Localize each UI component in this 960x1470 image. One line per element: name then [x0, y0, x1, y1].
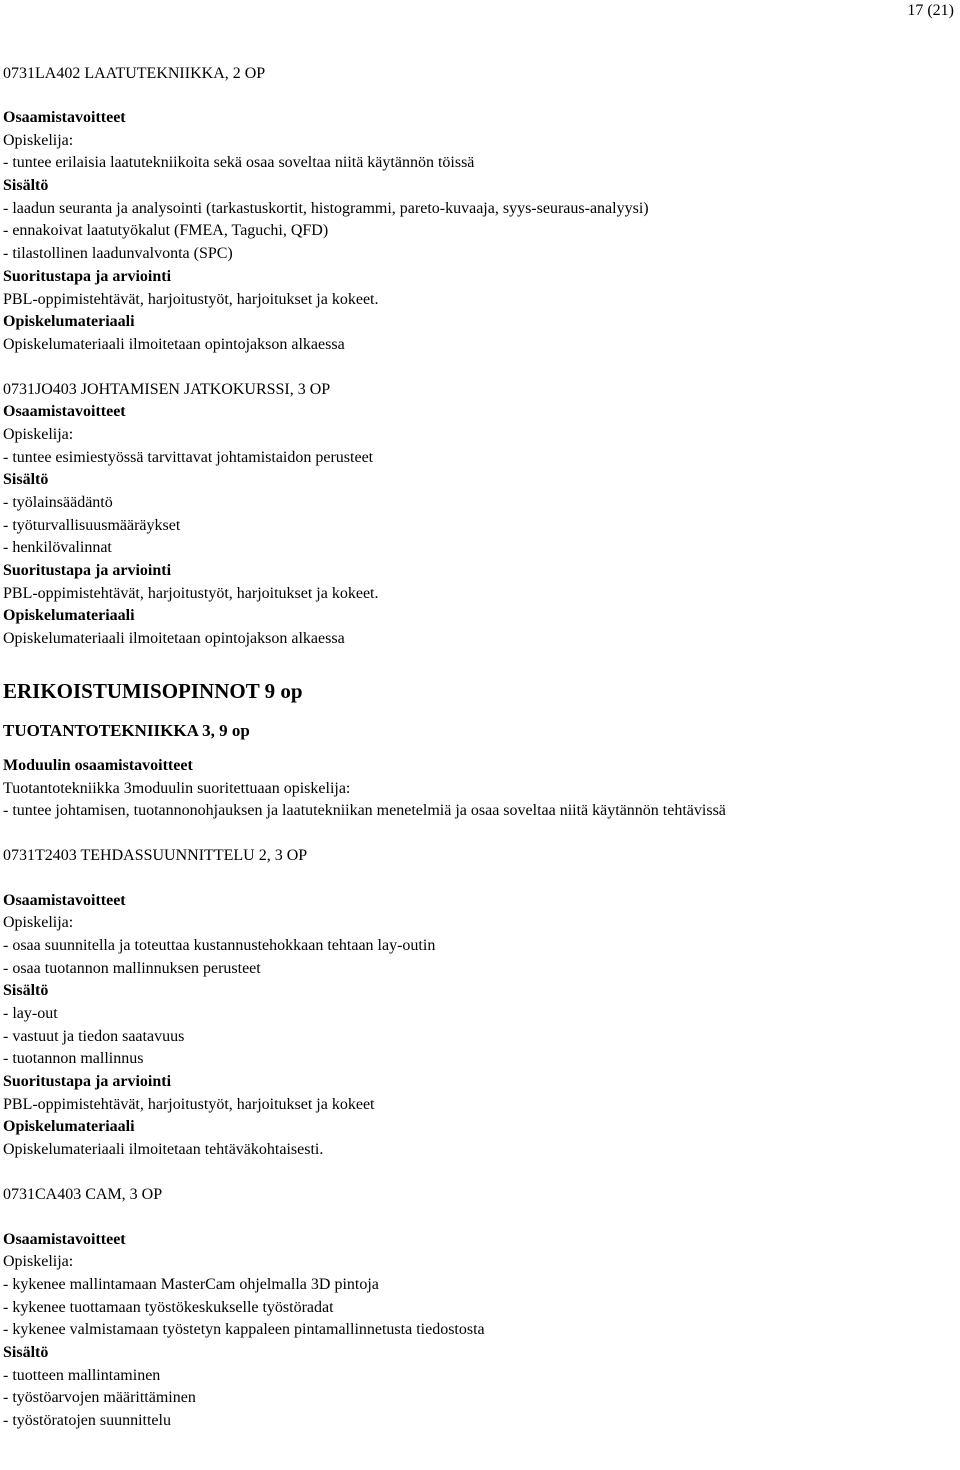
student-label: Opiskelija: [3, 914, 74, 932]
content-heading: Sisältö [3, 177, 49, 195]
objective-item: - kykenee valmistamaan työstetyn kappaleen pintamallinnetusta tiedostosta [3, 1321, 485, 1339]
student-label: Opiskelija: [3, 131, 74, 149]
course-title: 0731T2403 TEHDASSUUNNITTELU 2, 3 OP [3, 846, 308, 864]
material-text: Opiskelumateriaali ilmoitetaan opintojakson alkaessa [3, 630, 345, 648]
module-title: TUOTANTOTEKNIIKKA 3, 9 op [3, 720, 250, 740]
content-item: - ennakoivat laatutyökalut (FMEA, Taguchi, QFD) [3, 222, 329, 240]
method-heading: Suoritustapa ja arviointi [3, 1073, 172, 1091]
objectives-heading: Osaamistavoitteet [3, 109, 126, 126]
objectives-heading: Osaamistavoitteet [3, 891, 126, 909]
course-title: 0731JO403 JOHTAMISEN JATKOKURSSI, 3 OP [3, 380, 331, 398]
content-item: - työstöratojen suunnittelu [3, 1412, 171, 1429]
content-item: - tuotannon mallinnus [3, 1050, 144, 1068]
objective-item: - kykenee tuottamaan työstökeskukselle työstöradat [3, 1298, 334, 1316]
page-number: 17 (21) [907, 2, 954, 19]
course-johtaminen [3, 379, 953, 651]
course-tehdassuunnittelu [3, 845, 953, 1162]
content-heading: Sisältö [3, 1343, 49, 1361]
content-item: - vastuut ja tiedon saatavuus [3, 1027, 185, 1045]
material-heading: Opiskelumateriaali [3, 607, 135, 625]
content-item: - tuotteen mallintaminen [3, 1366, 161, 1384]
module-intro: Tuotantotekniikka 3moduulin suoritettuaan opiskelija: [3, 779, 351, 797]
content-item: - tilastollinen laadunvalvonta (SPC) [3, 245, 233, 263]
module-objective: - tuntee johtamisen, tuotannonohjauksen ja laatutekniikan menetelmiä ja osaa soveltaa niitä käytännön tehtävissä [3, 802, 726, 820]
course-cam [3, 1184, 953, 1433]
method-heading: Suoritustapa ja arviointi [3, 267, 172, 285]
material-text: Opiskelumateriaali ilmoitetaan tehtäväkohtaisesti. [3, 1141, 324, 1159]
method-text: PBL-oppimistehtävät, harjoitustyöt, harjoitukset ja kokeet. [3, 290, 379, 308]
student-label: Opiskelija: [3, 1253, 74, 1271]
course-title: 0731LA402 LAATUTEKNIIKKA, 2 OP [3, 65, 266, 82]
specialization-section [3, 677, 953, 823]
content-item: - työlainsäädäntö [3, 494, 113, 511]
method-text: PBL-oppimistehtävät, harjoitustyöt, harjoitukset ja kokeet [3, 1095, 375, 1113]
content-item: - laadun seuranta ja analysointi (tarkastuskortit, histogrammi, pareto-kuvaaja, syys-seuraus-analyysi) [3, 199, 649, 217]
objective-item: - kykenee mallintamaan MasterCam ohjelmalla 3D pintoja [3, 1275, 379, 1293]
objective-item: - tuntee esimiestyössä tarvittavat johtamistaidon perusteet [3, 448, 374, 466]
content-item: - työturvallisuusmääräykset [3, 516, 181, 534]
objectives-heading: Osaamistavoitteet [3, 1230, 126, 1248]
objective-item: - osaa tuotannon mallinnuksen perusteet [3, 959, 261, 977]
specialization-heading: ERIKOISTUMISOPINNOT 9 op [3, 678, 303, 703]
course-laatutekniikka [3, 63, 953, 357]
module-objectives-heading: Moduulin osaamistavoitteet [3, 756, 193, 774]
objective-item: - osaa suunnitella ja toteuttaa kustannustehokkaan tehtaan lay-outin [3, 936, 436, 954]
student-label: Opiskelija: [3, 425, 74, 443]
method-text: PBL-oppimistehtävät, harjoitustyöt, harjoitukset ja kokeet. [3, 584, 379, 602]
course-title: 0731CA403 CAM, 3 OP [3, 1185, 163, 1203]
material-text: Opiskelumateriaali ilmoitetaan opintojakson alkaessa [3, 335, 345, 353]
content-item: - työstöarvojen määrittäminen [3, 1389, 196, 1407]
content-heading: Sisältö [3, 471, 49, 489]
material-heading: Opiskelumateriaali [3, 313, 135, 331]
material-heading: Opiskelumateriaali [3, 1118, 135, 1136]
objectives-heading: Osaamistavoitteet [3, 403, 126, 421]
content-item: - henkilövalinnat [3, 539, 112, 557]
content-item: - lay-out [3, 1005, 58, 1022]
document-body [3, 63, 953, 1433]
objective-item: - tuntee erilaisia laatutekniikoita sekä osaa soveltaa niitä käytännön töissä [3, 154, 475, 172]
method-heading: Suoritustapa ja arviointi [3, 562, 172, 580]
content-heading: Sisältö [3, 982, 49, 1000]
